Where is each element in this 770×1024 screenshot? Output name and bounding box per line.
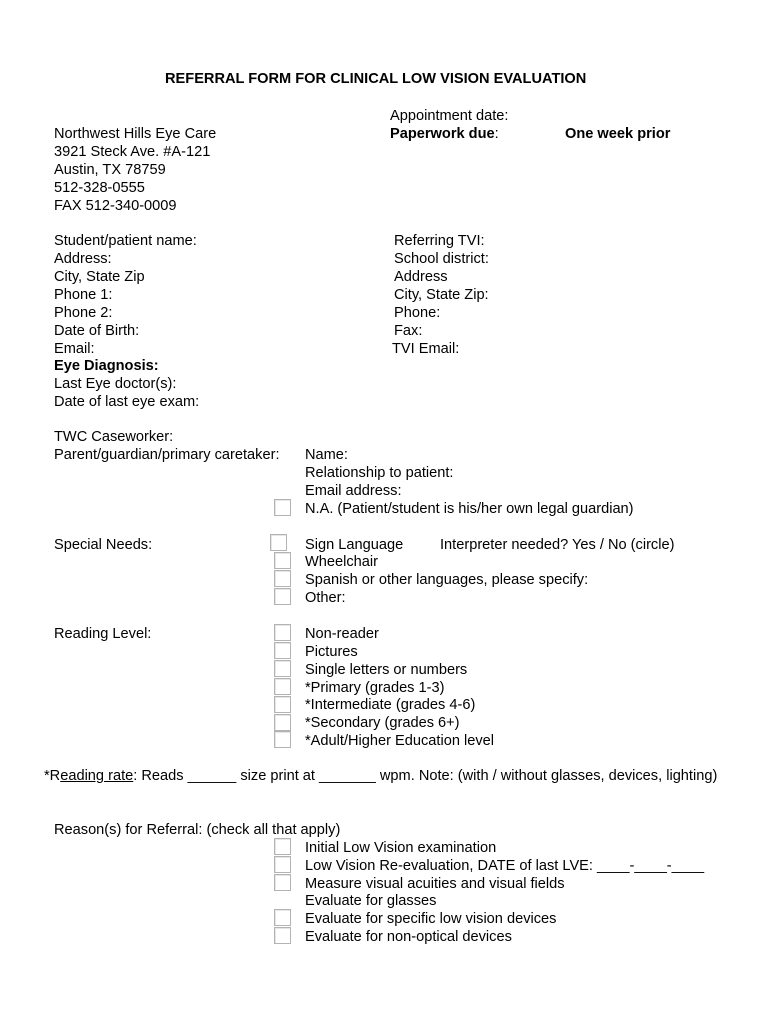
reading-level-label: Reading Level: bbox=[54, 626, 152, 642]
appointment-date-label: Appointment date: bbox=[390, 108, 509, 124]
pictures-checkbox[interactable] bbox=[274, 642, 291, 659]
visual-acuities-checkbox[interactable] bbox=[274, 874, 291, 891]
clinic-name: Northwest Hills Eye Care bbox=[54, 126, 217, 142]
reading-option-single-letters: Single letters or numbers bbox=[305, 662, 468, 678]
reason-glasses: Evaluate for glasses bbox=[305, 893, 437, 909]
clinic-street: 3921 Steck Ave. #A-121 bbox=[54, 144, 211, 160]
guardian-na-checkbox[interactable] bbox=[274, 499, 291, 516]
paperwork-due-value: One week prior bbox=[565, 126, 671, 142]
clinic-fax: FAX 512-340-0009 bbox=[54, 198, 177, 214]
non-optical-checkbox[interactable] bbox=[274, 927, 291, 944]
adult-checkbox[interactable] bbox=[274, 731, 291, 748]
reason-re-evaluation: Low Vision Re-evaluation, DATE of last LVE: ____-____-____ bbox=[305, 858, 705, 874]
reading-option-intermediate: *Intermediate (grades 4-6) bbox=[305, 697, 476, 713]
reading-rate-line bbox=[44, 767, 717, 785]
wheelchair-label: Wheelchair bbox=[305, 554, 378, 570]
initial-lv-exam-checkbox[interactable] bbox=[274, 838, 291, 855]
reason-non-optical: Evaluate for non-optical devices bbox=[305, 929, 512, 945]
special-needs-label: Special Needs: bbox=[54, 537, 153, 553]
last-eye-exam-field: Date of last eye exam: bbox=[54, 394, 200, 410]
reading-rate-underlined: eading rate bbox=[60, 768, 134, 784]
reading-option-secondary: *Secondary (grades 6+) bbox=[305, 715, 460, 731]
reading-option-primary: *Primary (grades 1-3) bbox=[305, 680, 445, 696]
spanish-label: Spanish or other languages, please specify: bbox=[305, 572, 589, 588]
guardian-relationship-field: Relationship to patient: bbox=[305, 465, 454, 481]
clinic-phone: 512-328-0555 bbox=[54, 180, 145, 196]
reason-specific-devices: Evaluate for specific low vision devices bbox=[305, 911, 557, 927]
single-letters-checkbox[interactable] bbox=[274, 660, 291, 677]
patient-address-field: Address: bbox=[54, 251, 112, 267]
reading-option-non-reader: Non-reader bbox=[305, 626, 379, 642]
patient-dob-field: Date of Birth: bbox=[54, 323, 140, 339]
reading-rate-text: : Reads ______ size print at _______ wpm. Note: (with / without glasses, devices, lighting) bbox=[133, 768, 718, 784]
intermediate-checkbox[interactable] bbox=[274, 696, 291, 713]
patient-phone2-field: Phone 2: bbox=[54, 305, 113, 321]
wheelchair-checkbox[interactable] bbox=[274, 552, 291, 569]
other-needs-checkbox[interactable] bbox=[274, 588, 291, 605]
paperwork-due-colon: : bbox=[494, 126, 499, 142]
paperwork-due-label: Paperwork due bbox=[390, 126, 495, 142]
paperwork-due-line bbox=[390, 125, 499, 143]
referring-tvi-field: Referring TVI: bbox=[394, 233, 485, 249]
guardian-label: Parent/guardian/primary caretaker: bbox=[54, 447, 280, 463]
guardian-name-field: Name: bbox=[305, 447, 348, 463]
tvi-fax-field: Fax: bbox=[394, 323, 423, 339]
reason-visual-acuities: Measure visual acuities and visual fields bbox=[305, 876, 565, 892]
reasons-label: Reason(s) for Referral: (check all that apply) bbox=[54, 822, 341, 838]
clinic-city: Austin, TX 78759 bbox=[54, 162, 166, 178]
sign-language-checkbox[interactable] bbox=[270, 534, 287, 551]
guardian-email-field: Email address: bbox=[305, 483, 402, 499]
guardian-na-label: N.A. (Patient/student is his/her own legal guardian) bbox=[305, 501, 634, 517]
primary-checkbox[interactable] bbox=[274, 678, 291, 695]
patient-city-field: City, State Zip bbox=[54, 269, 145, 285]
eye-diagnosis-label: Eye Diagnosis: bbox=[54, 358, 159, 374]
tvi-address-field: Address bbox=[394, 269, 448, 285]
last-eye-doctor-field: Last Eye doctor(s): bbox=[54, 376, 177, 392]
patient-phone1-field: Phone 1: bbox=[54, 287, 113, 303]
non-reader-checkbox[interactable] bbox=[274, 624, 291, 641]
spanish-checkbox[interactable] bbox=[274, 570, 291, 587]
reading-option-adult: *Adult/Higher Education level bbox=[305, 733, 495, 749]
re-evaluation-checkbox[interactable] bbox=[274, 856, 291, 873]
secondary-checkbox[interactable] bbox=[274, 714, 291, 731]
interpreter-needed-label: Interpreter needed? Yes / No (circle) bbox=[440, 537, 675, 553]
tvi-email-field: TVI Email: bbox=[392, 341, 460, 357]
other-needs-label: Other: bbox=[305, 590, 346, 606]
sign-language-label: Sign Language bbox=[305, 537, 404, 553]
school-district-field: School district: bbox=[394, 251, 489, 267]
tvi-city-field: City, State Zip: bbox=[394, 287, 489, 303]
patient-name-field: Student/patient name: bbox=[54, 233, 197, 249]
reading-rate-prefix: *R bbox=[44, 768, 61, 784]
tvi-phone-field: Phone: bbox=[394, 305, 441, 321]
specific-devices-checkbox[interactable] bbox=[274, 909, 291, 926]
reading-option-pictures: Pictures bbox=[305, 644, 358, 660]
page-title: REFERRAL FORM FOR CLINICAL LOW VISION EVALUATION bbox=[165, 71, 587, 87]
twc-caseworker-field: TWC Caseworker: bbox=[54, 429, 174, 445]
patient-email-field: Email: bbox=[54, 341, 95, 357]
reason-initial-lv-exam: Initial Low Vision examination bbox=[305, 840, 497, 856]
